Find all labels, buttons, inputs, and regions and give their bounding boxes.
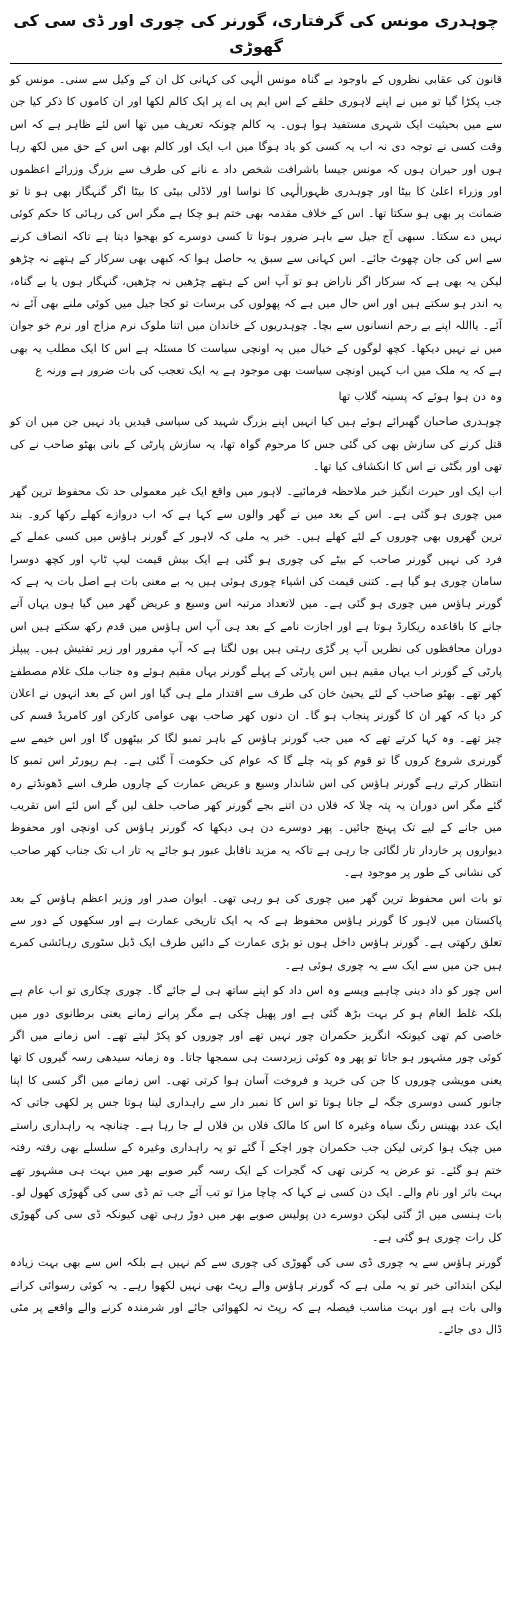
article-paragraph-4: اب ایک اور حیرت انگیز خبر ملاحظہ فرمائیے۔ لاہور میں واقع ایک غیر معمولی حد تک محفوظ ترین گھر میں چوری ہو گئی ہے۔ اس کے بعد میں نے گھر والوں سے کہا ہے کہ اب دروازے کھلے رکھا کرو۔ بند ترین گھروں بھی چوروں کے لئے کھلے ہیں۔ خبر یہ ملی کہ لاہور کے گورنر ہاؤس میں کسی عملے کے فرد کی نہیں گورنر صاحب کے بیٹے کی چوری ہو گئی ہے ایک بیش قیمت لیپ ٹاپ اور کچھ دوسرا سامان چوری ہو گیا ہے۔ کتنی قیمت کی اشیاء چوری ہوئی ہیں یہ بے معنی بات ہے اصل بات یہ ہے کہ گورنر ہاؤس میں چوری ہو گئی ہے۔ میں لاتعداد مرتبہ اس وسیع و عریض گھر میں گیا ہوں یہاں آنے جانے کا باقاعدہ ریکارڈ ہوتا ہے اور اجازت نامے کے بعد ہی آپ اس ہاؤس میں قدم رکھ سکتے ہیں اس دوران محافظوں کی نظریں آپ پر گڑی رہتی ہیں یوں لگتا ہے کہ آپ مفرور اور زیر تفتیش ہیں۔ پیپلز پارٹی کے گورنر اب یہاں مقیم ہیں اس پارٹی کے پہلے گورنر یہاں مقیم ہوئے وہ جناب ملک غلام مصطفےٰ کھر تھے۔ بھٹو صاحب کے لئے یحییٰ خان کی طرف سے اقتدار ملے ہی گیا اور اس کے بعد انہوں نے اعلان کر دیا کہ کھر ان کا گورنر پنجاب ہو گا۔ ان دنوں کھر صاحب بھی عوامی کارکن اور کامریڈ قسم کی چیز تھے۔ وہ کہا کرتے تھے کہ میں جب گورنر ہاؤس کے باہر تمبو لگا کر بیٹھوں گا اور اس خیمے سے گورنری شروع کروں گا تو قوم کو پتہ چلے گا کہ عوام کی حکومت آ گئی ہے۔ ہم رپورٹر اس تمبو کا انتظار کرتے رہے گورنر ہاؤس کی اس شاندار وسیع و عریض عمارت کے چاروں طرف اسے ڈھونڈتے رہ گئے مگر اس دوران یہ پتہ چلا کہ فلاں دن اتنے بجے گورنر کھر صاحب حلف لیں گے اس لئے اس تقریب میں جانے کے لیے تک پہنچ جائیں۔ پھر دوسرے دن ہی دیکھا کہ گورنر ہاؤس کی اونچی اور محفوظ دیواروں پر خاردار تار لگائی جا رہی ہے تاکہ یہ مزید ناقابل عبور ہو جائے یہ تار اب تک جناب کھر صاحب کی نشانی کے طور پر موجود ہے۔: [10, 485, 502, 880]
article-headline: چوہدری مونس کی گرفتاری، گورنر کی چوری اور ڈی سی کی گھوڑی: [13, 11, 499, 56]
article-paragraph-2: وہ دن ہوا ہوئے کہ پسینہ گلاب تھا: [338, 389, 502, 403]
article-paragraph-6: اس چور کو داد دینی چاہیے ویسے وہ اس داد کو اپنے ساتھ ہی لے جائے گا۔ چوری چکاری تو اب عام ہے بلکہ غلط العام ہو کر بہت بڑھ گئی ہے اور پھیل چکی ہے مگر پرانے زمانے یعنی برطانوی دور میں خاصی کم تھی کیونکہ انگریز حکمران چور نہیں تھے اور چوروں کو پکڑ لیتے تھے۔ اس زمانے میں اگر کوئی چور مشہور ہو جاتا تو پھر وہ کوئی زبردست ہی سمجھا جاتا۔ وہ زمانہ سیدھی رسہ گیروں کا تھا یعنی مویشی چوروں کا جن کی خرید و فروخت آسان ہوا کرتی تھی۔ اس زمانے میں اگر کسی کا اپنا جانور کسی دوسری جگہ لے جانا ہوتا تو اس کا نمبر دار سے راہداری لینا ہوتا جس پر لکھی جاتی کہ ایک عدد بھینس رنگ سیاہ وغیرہ کا اس کا مالک فلاں بن فلاں لے جا رہا ہے۔ چنانچہ یہ راہداری راستے میں چیک ہوا کرتی لیکن جب حکمران چور اچکے آ گئے تو یہ راہداری وغیرہ کے سلسلے بھی رفتہ رفتہ ختم ہو گئے۔ تو عرض یہ کرنی تھی کہ گجرات کے ایک رسہ گیر صوبے بھر میں بہت ہی مشہور تھے بہت باثر اور نام والے۔ ایک دن کسی نے کہا کہ چاچا مزا تو تب آئے جب تم ڈی سی کی گھوڑی کھول لو۔ بات ہنسی میں اڑ گئی لیکن دوسرے دن پولیس صوبے بھر میں دوڑ رہی تھی کیونکہ ڈی سی کی گھوڑی کل رات چوری ہو گئی ہے۔: [10, 984, 502, 1244]
article-paragraph-3: چوہدری صاحبان گھبرائے ہوئے ہیں کیا انہیں اپنے بزرگ شہید کی سیاسی قیدیں یاد نہیں جن میں ان کو قتل کرنے کی سازش بھی کی گئی جس کا مرحوم گواہ تھا، یہ سازش پارٹی کے بانی بھٹو صاحب نے کی تھی اور بگٹی نے اس کا انکشاف کیا تھا۔: [10, 415, 502, 473]
article-paragraph-1: قانون کی عقابی نظروں کے باوجود بے گناہ مونس الٰہی کی کہانی کل ان کے وکیل سے سنی۔ مونس کو جب پکڑا گیا تو میں نے اپنے لاہوری حلقے کے اس ایم پی اے پر ایک کالم لکھا اور ان کاموں کا ذکر کیا جن سے میں بحیثیت ایک شہری مستفید ہوا ہوں۔ یہ کالم چونکہ تعریف میں تھا اس لئے ظاہر ہے کہ اس وقت کسی نے توجہ دی نہ اب یہ کسی کو یاد ہوگا میں اب ایک اور کالم بھی اس کے حق میں لکھ رہا ہوں اور حیران ہوں کہ مونس جیسا باشرافت شخص داد ے نانے کی طرف سے بزرگ وزرائے اعظموں اور وزراء اعلیٰ کا بیٹا اور چوہدری ظہورالٰہی کا نواسا اور لاڈلی بیٹی کا بیٹا اگر گنہگار بھی ہو تا تو ضمانت پر بھی ہو سکتا تھا۔ اس کے خلاف مقدمہ بھی ختم ہو چکا ہے مگر اس کی رہائی کا حکم کوئی نہیں دے سکتا۔ سبھی آج جیل سے باہر ضرور ہوتا تا کسی دوسرے کو بھجوا دیتا ہے تاکہ انصاف کرنے سے اس کی جان چھوٹ جائے۔ اس کہانی سے سبق یہ حاصل ہوا کہ کبھی بھی سرکار کے ہتھے نہ چڑھو لیکن یہ بھی ہے کہ سرکار اگر ناراض ہو تو آپ اس کے ہتھے چڑھیں نہ چڑھیں، گنہگار ہوں یا بے گناہ، یہ اندر ہو سکتے ہیں اور اس حال میں ہے کہ پھولوں کی برسات تو کجا جیل میں کوئی ملنے بھی آئے نہ آئے۔ یااللہ اپنے بے رحم انسانوں سے بچا۔ چوہدریوں کے خاندان میں اتنا ملوک نرم مزاج اور نرم خو جوان میں نے نہیں دیکھا۔ کچھ لوگوں کے خیال میں یہ اونچی سیاست کا مسئلہ ہے اس کا ایک مطلب یہ بھی ہے کہ یہ ملک میں اب کہیں اونچی سیاست بھی موجود ہے یہ ایک تعجب کی بات ضرور ہے ورنہ ع: [10, 73, 502, 378]
article-paragraph-7: گورنر ہاؤس سے یہ چوری ڈی سی کی گھوڑی کی چوری سے کم نہیں ہے بلکہ اس سے بھی بہت زیادہ لیکن ابتدائی خبر تو یہ ملی ہے کہ گورنر ہاؤس والے رپٹ بھی نہیں لکھوا رہے۔ یہ کوئی رسوائی کرانے والی بات ہے اور بہت مناسب فیصلہ ہے کہ رپٹ نہ لکھوائی جائے اور شرمندہ کرنے والے واقعے پر مٹی ڈال دی جائے۔: [10, 1256, 502, 1337]
article-body: [10, 69, 502, 1342]
article-paragraph-5: تو بات اس محفوظ ترین گھر میں چوری کی ہو رہی تھی۔ ایوان صدر اور وزیر اعظم ہاؤس کے بعد پاکستان میں لاہور کا گورنر ہاؤس محفوظ ہے کہ یہ ایک تاریخی عمارت ہے اور سکھوں کے دور سے تعلق رکھتی ہے۔ گورنر ہاؤس داخل ہوں تو بڑی عمارت کے دائیں طرف ایک ڈبل سٹوری رہائشی کمرے ہیں جن میں سے ایک سے یہ چوری ہوئی ہے۔: [10, 891, 502, 972]
headline-divider: [10, 63, 502, 64]
